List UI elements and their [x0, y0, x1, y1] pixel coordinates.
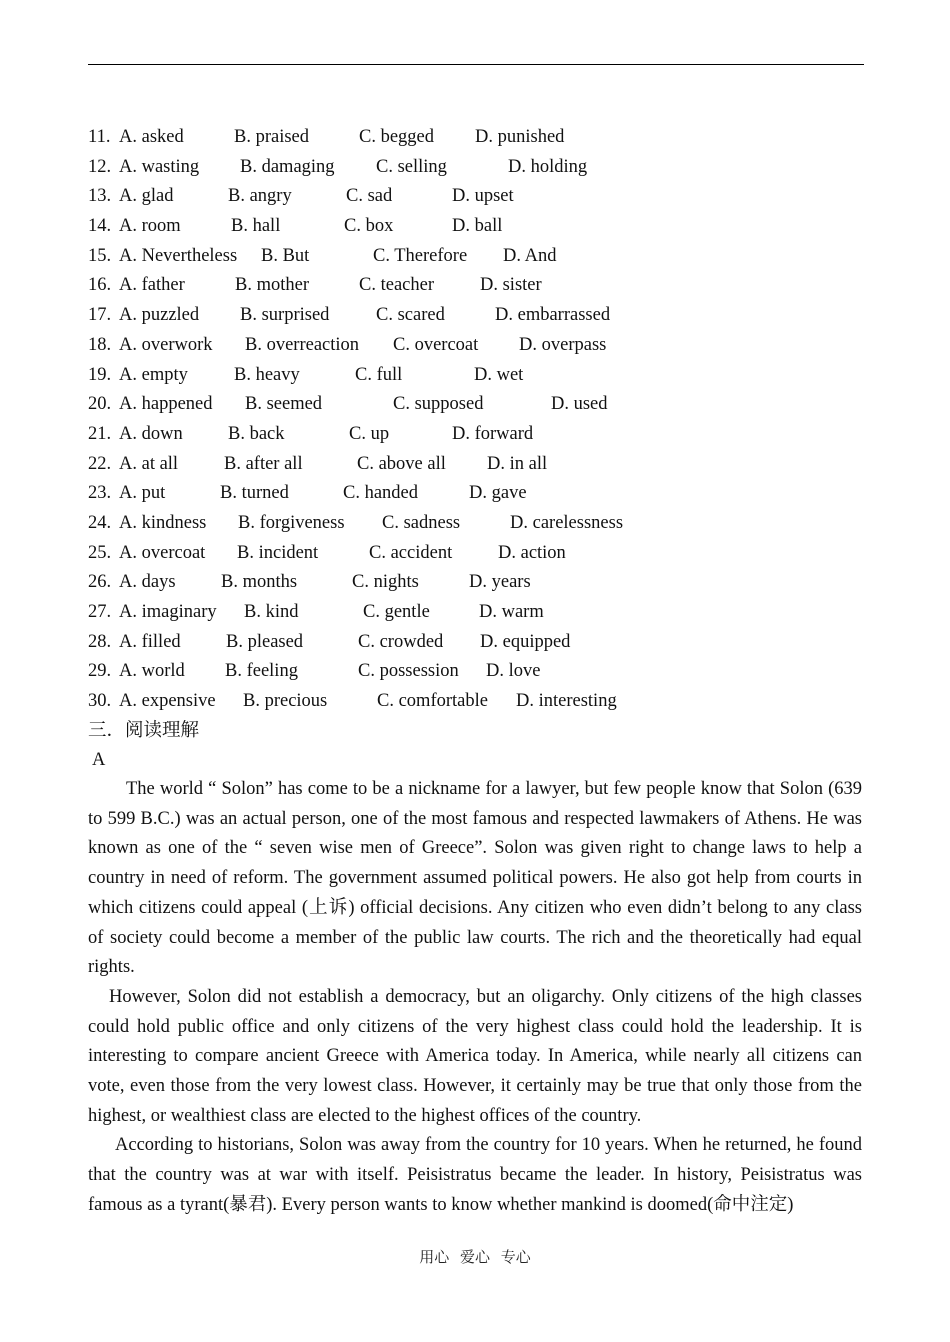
question-number: 22. [88, 453, 112, 474]
option-b: B. kind [244, 602, 299, 622]
question-number: 17. [88, 305, 112, 326]
option-b: B. after all [224, 453, 303, 474]
option-d: D. years [469, 572, 531, 593]
option-b: B. damaging [240, 156, 335, 177]
option-c: C. crowded [358, 631, 444, 652]
question-number: 21. [88, 423, 112, 444]
option-b: B. mother [235, 275, 309, 296]
question-number: 29. [88, 661, 112, 682]
question-number: 30. [88, 691, 112, 712]
question-number: 19. [88, 364, 112, 385]
cloze-options-list [88, 123, 864, 717]
option-b: B. back [228, 423, 285, 444]
question-number: 25. [88, 542, 112, 563]
question-number: 24. [88, 512, 112, 533]
option-b: B. But [261, 245, 310, 266]
question-number: 15. [88, 245, 112, 266]
option-d: D. upset [452, 186, 514, 207]
option-d: D. wet [474, 364, 524, 385]
option-d: D. punished [475, 127, 565, 147]
section-heading: 三．阅读理解 [88, 720, 200, 741]
option-a: A. overwork [119, 334, 213, 355]
option-b: B. hall [231, 216, 281, 237]
question-row [88, 479, 864, 509]
option-b: B. feeling [225, 661, 298, 682]
question-number: 12. [88, 156, 112, 177]
option-d: D. love [486, 661, 541, 682]
option-b: B. praised [234, 127, 310, 147]
question-row [88, 390, 864, 420]
question-row [88, 212, 864, 242]
option-b: B. surprised [240, 305, 330, 326]
option-d: D. overpass [519, 334, 607, 355]
option-d: D. warm [479, 602, 544, 622]
option-d: D. action [498, 542, 566, 563]
option-d: D. used [551, 394, 608, 415]
option-c: C. accident [369, 542, 453, 563]
question-row [88, 509, 864, 539]
option-b: B. incident [237, 542, 319, 563]
option-a: A. down [119, 423, 183, 444]
option-b: B. turned [220, 483, 289, 504]
option-b: B. heavy [234, 364, 300, 385]
option-c: C. sadness [382, 512, 461, 533]
passage-paragraph-1: The world “ Solon” has come to be a nickname for a lawyer, but few people know that Solon (639 to 599 B.C.) was an actual person, one of the most famous and respected lawmakers of Athens. He was known as one of the “ seven wise men of Greece”. Solon was given right to change laws to help a country in need of reform. The government assumed political powers. He also got help from courts in which citizens could appeal (上诉) official decisions. Any citizen who even didn’t belong to any class of society could become a member of the public law courts. The rich and the theoretically had equal rights. [88, 779, 862, 978]
option-d: D. equipped [480, 631, 571, 652]
option-a: A. empty [119, 364, 188, 385]
question-row [88, 539, 864, 569]
option-a: A. wasting [119, 156, 200, 177]
question-number: 14. [88, 216, 112, 237]
option-b: B. months [221, 572, 298, 593]
option-a: A. expensive [119, 691, 216, 712]
option-d: D. gave [469, 483, 527, 504]
question-row [88, 182, 864, 212]
option-c: C. comfortable [377, 691, 488, 712]
option-c: C. teacher [359, 275, 434, 296]
passage-paragraph-3: According to historians, Solon was away from the country for 10 years. When he returned, he found that the country was at war with itself. Peisistratus became the leader. In history, Peisistratus was famous as a tyrant(暴君). Every person wants to know whether mankind is doomed(命中注定) [88, 1135, 862, 1215]
option-a: A. asked [119, 127, 184, 147]
option-a: A. filled [119, 631, 181, 652]
question-row [88, 153, 864, 183]
question-row [88, 568, 864, 598]
option-d: D. in all [487, 453, 548, 474]
question-row [88, 361, 864, 391]
option-c: C. possession [358, 661, 459, 682]
question-row [88, 123, 864, 153]
option-d: D. carelessness [510, 512, 624, 533]
option-d: D. sister [480, 275, 542, 296]
question-row [88, 687, 864, 717]
option-c: C. overcoat [393, 334, 479, 355]
question-number: 13. [88, 186, 112, 207]
question-number: 16. [88, 275, 112, 296]
option-d: D. holding [508, 156, 588, 177]
option-a: A. room [119, 216, 181, 237]
option-c: C. full [355, 364, 403, 385]
passage-paragraph-2: However, Solon did not establish a democracy, but an oligarchy. Only citizens of the high classes could hold public office and only citizens of the very highest class could hold the leadership. It is interesting to compare ancient Greece with America today. In America, while nearly all citizens can vote, even those from the very lowest class. However, it certainly may be true that only those from the highest, or wealthiest class are elected to the highest offices of the country. [88, 986, 862, 1126]
option-a: A. happened [119, 394, 213, 415]
option-a: A. days [119, 572, 176, 593]
option-c: C. selling [376, 156, 447, 177]
question-row [88, 301, 864, 331]
question-row [88, 271, 864, 301]
option-c: C. nights [352, 572, 419, 593]
option-c: C. box [344, 216, 394, 237]
question-row [88, 657, 864, 687]
question-row [88, 331, 864, 361]
option-c: C. handed [343, 483, 419, 504]
option-a: A. kindness [119, 512, 207, 533]
question-row [88, 242, 864, 272]
option-c: C. up [349, 423, 390, 444]
option-a: A. Nevertheless [119, 245, 238, 266]
option-c: C. sad [346, 186, 393, 207]
option-a: A. glad [119, 186, 174, 207]
option-d: D. embarrassed [495, 305, 611, 326]
option-b: B. forgiveness [238, 512, 345, 533]
option-a: A. at all [119, 453, 179, 474]
question-number: 11. [88, 127, 111, 147]
option-d: D. forward [452, 423, 534, 444]
question-number: 18. [88, 334, 112, 355]
option-a: A. father [119, 275, 185, 296]
question-number: 28. [88, 631, 112, 652]
option-a: A. put [119, 483, 166, 504]
option-a: A. imaginary [119, 602, 217, 622]
option-c: C. scared [376, 305, 445, 326]
question-row [88, 450, 864, 480]
question-row [88, 420, 864, 450]
option-d: D. And [503, 245, 557, 266]
header-rule [88, 64, 864, 65]
option-c: C. Therefore [373, 245, 468, 266]
option-d: D. interesting [516, 691, 617, 712]
page-footer: 用心 爱心 专心 [419, 1248, 531, 1266]
passage-label: A [92, 750, 106, 770]
option-c: C. supposed [393, 394, 484, 415]
option-a: A. world [119, 661, 185, 682]
option-c: C. gentle [363, 602, 430, 622]
question-row [88, 628, 864, 658]
option-a: A. overcoat [119, 542, 206, 563]
option-d: D. ball [452, 216, 503, 237]
option-c: C. begged [359, 127, 435, 147]
option-b: B. overreaction [245, 334, 360, 355]
option-b: B. seemed [245, 394, 323, 415]
option-a: A. puzzled [119, 305, 200, 326]
question-number: 20. [88, 394, 112, 415]
option-b: B. pleased [226, 631, 304, 652]
option-b: B. precious [243, 691, 328, 712]
option-c: C. above all [357, 453, 446, 474]
question-row [88, 598, 864, 628]
question-number: 27. [88, 602, 112, 622]
option-b: B. angry [228, 186, 292, 207]
question-number: 26. [88, 572, 112, 593]
reading-passage [88, 775, 862, 1221]
question-number: 23. [88, 483, 112, 504]
